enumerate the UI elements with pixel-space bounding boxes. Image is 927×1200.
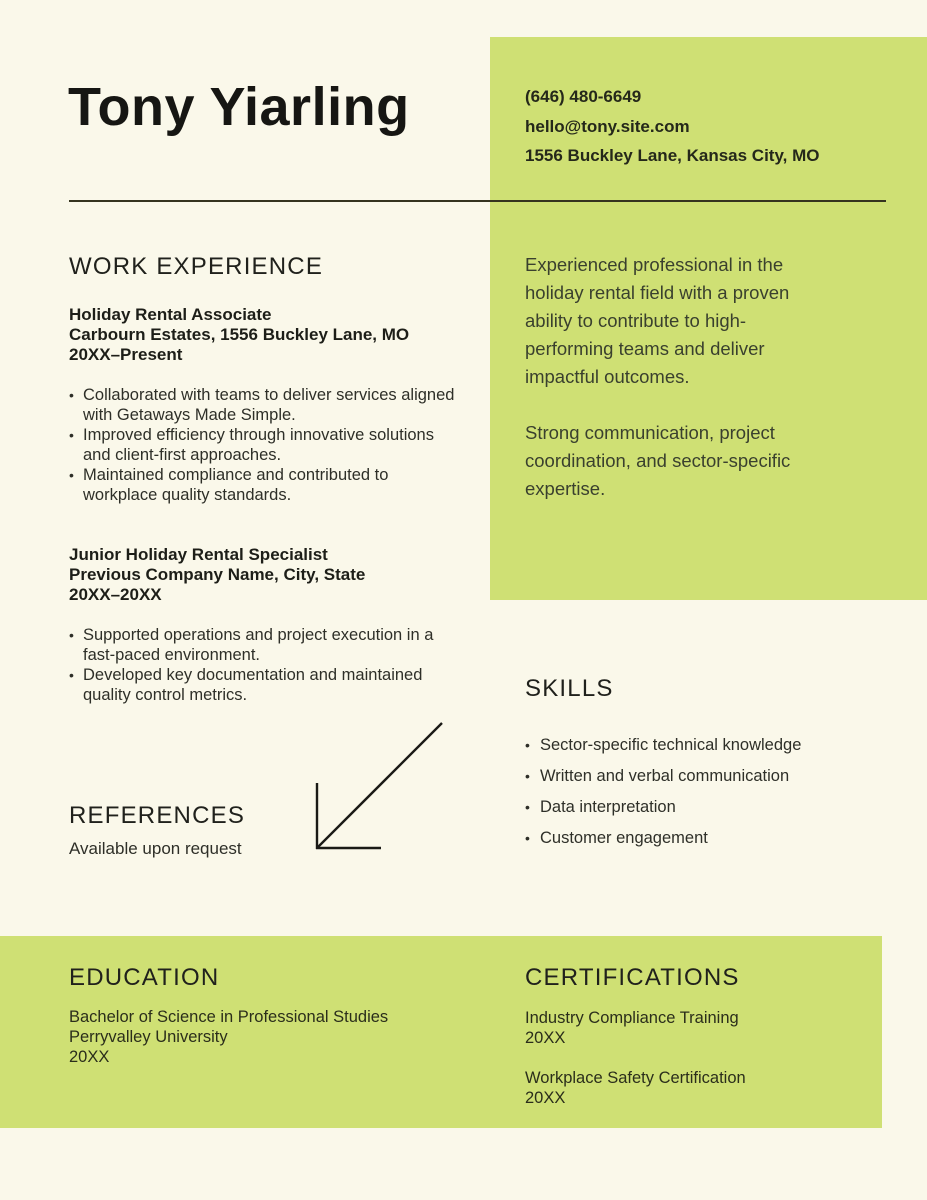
- education-year: 20XX: [69, 1048, 110, 1066]
- job-1-header: [69, 305, 474, 365]
- job-1-bullet-2: Improved efficiency through innovative solutions and client-first approaches.: [83, 426, 434, 464]
- bullet-icon: •: [69, 467, 74, 483]
- education-heading: EDUCATION: [69, 964, 220, 991]
- certification-1-title: Industry Compliance Training: [525, 1009, 739, 1027]
- bullet-icon: •: [525, 768, 530, 784]
- bullet-icon: •: [69, 627, 74, 643]
- list-item: [69, 425, 461, 465]
- job-1-bullet-list: [69, 385, 461, 505]
- certification-2-year: 20XX: [525, 1089, 566, 1107]
- certification-1-year: 20XX: [525, 1029, 566, 1047]
- list-item: [69, 625, 461, 665]
- certifications-heading: CERTIFICATIONS: [525, 964, 740, 991]
- summary-paragraph-2: Strong communication, project coordination, and sector-specific expertise.: [525, 422, 791, 499]
- certification-entry-2: [525, 1068, 865, 1108]
- job-2-dates: 20XX–20XX: [69, 585, 162, 604]
- bullet-icon: •: [525, 830, 530, 846]
- list-item: [69, 385, 461, 425]
- job-1-bullet-1: Collaborated with teams to deliver services aligned with Getaways Made Simple.: [83, 386, 455, 424]
- skills-heading: SKILLS: [525, 675, 614, 702]
- job-2-bullet-1: Supported operations and project execution in a fast-paced environment.: [83, 626, 434, 664]
- education-degree: Bachelor of Science in Professional Studies: [69, 1008, 389, 1026]
- skills-list: [525, 735, 885, 859]
- work-experience-heading: WORK EXPERIENCE: [69, 253, 324, 280]
- summary-paragraph-1: Experienced professional in the holiday rental field with a proven ability to contribute to high-performing teams and deliver impactful outcomes.: [525, 254, 790, 387]
- job-2-bullet-list: [69, 625, 461, 705]
- job-2-company: Previous Company Name, City, State: [69, 565, 366, 584]
- references-text: Available upon request: [69, 839, 242, 858]
- bullet-icon: •: [69, 667, 74, 683]
- down-left-arrow-icon: [313, 719, 447, 853]
- list-item: [69, 465, 461, 505]
- bullet-icon: •: [525, 737, 530, 753]
- skill-4: Customer engagement: [540, 829, 708, 847]
- contact-block: [525, 82, 819, 171]
- skill-1: Sector-specific technical knowledge: [540, 736, 802, 754]
- references-heading: REFERENCES: [69, 802, 246, 829]
- list-item: [525, 797, 885, 817]
- job-2-title: Junior Holiday Rental Specialist: [69, 545, 328, 564]
- job-2-bullet-2: Developed key documentation and maintained quality control metrics.: [83, 666, 423, 704]
- bullet-icon: •: [69, 387, 74, 403]
- skill-2: Written and verbal communication: [540, 767, 790, 785]
- list-item: [525, 766, 885, 786]
- job-1-title: Holiday Rental Associate: [69, 305, 272, 324]
- contact-phone: (646) 480-6649: [525, 87, 642, 106]
- header-divider: [69, 200, 886, 202]
- profile-summary: [525, 251, 830, 503]
- job-1-dates: 20XX–Present: [69, 345, 183, 364]
- job-1-company: Carbourn Estates, 1556 Buckley Lane, MO: [69, 325, 410, 344]
- bullet-icon: •: [525, 799, 530, 815]
- person-name: Tony Yiarling: [68, 77, 410, 137]
- list-item: [525, 828, 885, 848]
- skill-3: Data interpretation: [540, 798, 676, 816]
- education-entry: [69, 1007, 469, 1067]
- list-item: [69, 665, 461, 705]
- job-2-header: [69, 545, 474, 605]
- contact-email: hello@tony.site.com: [525, 116, 690, 136]
- education-school: Perryvalley University: [69, 1028, 228, 1046]
- job-1-bullet-3: Maintained compliance and contributed to workplace quality standards.: [83, 466, 389, 504]
- certification-2-title: Workplace Safety Certification: [525, 1069, 746, 1087]
- bullet-icon: •: [69, 427, 74, 443]
- list-item: [525, 735, 885, 755]
- certification-entry-1: [525, 1008, 865, 1048]
- contact-address: 1556 Buckley Lane, Kansas City, MO: [525, 146, 820, 165]
